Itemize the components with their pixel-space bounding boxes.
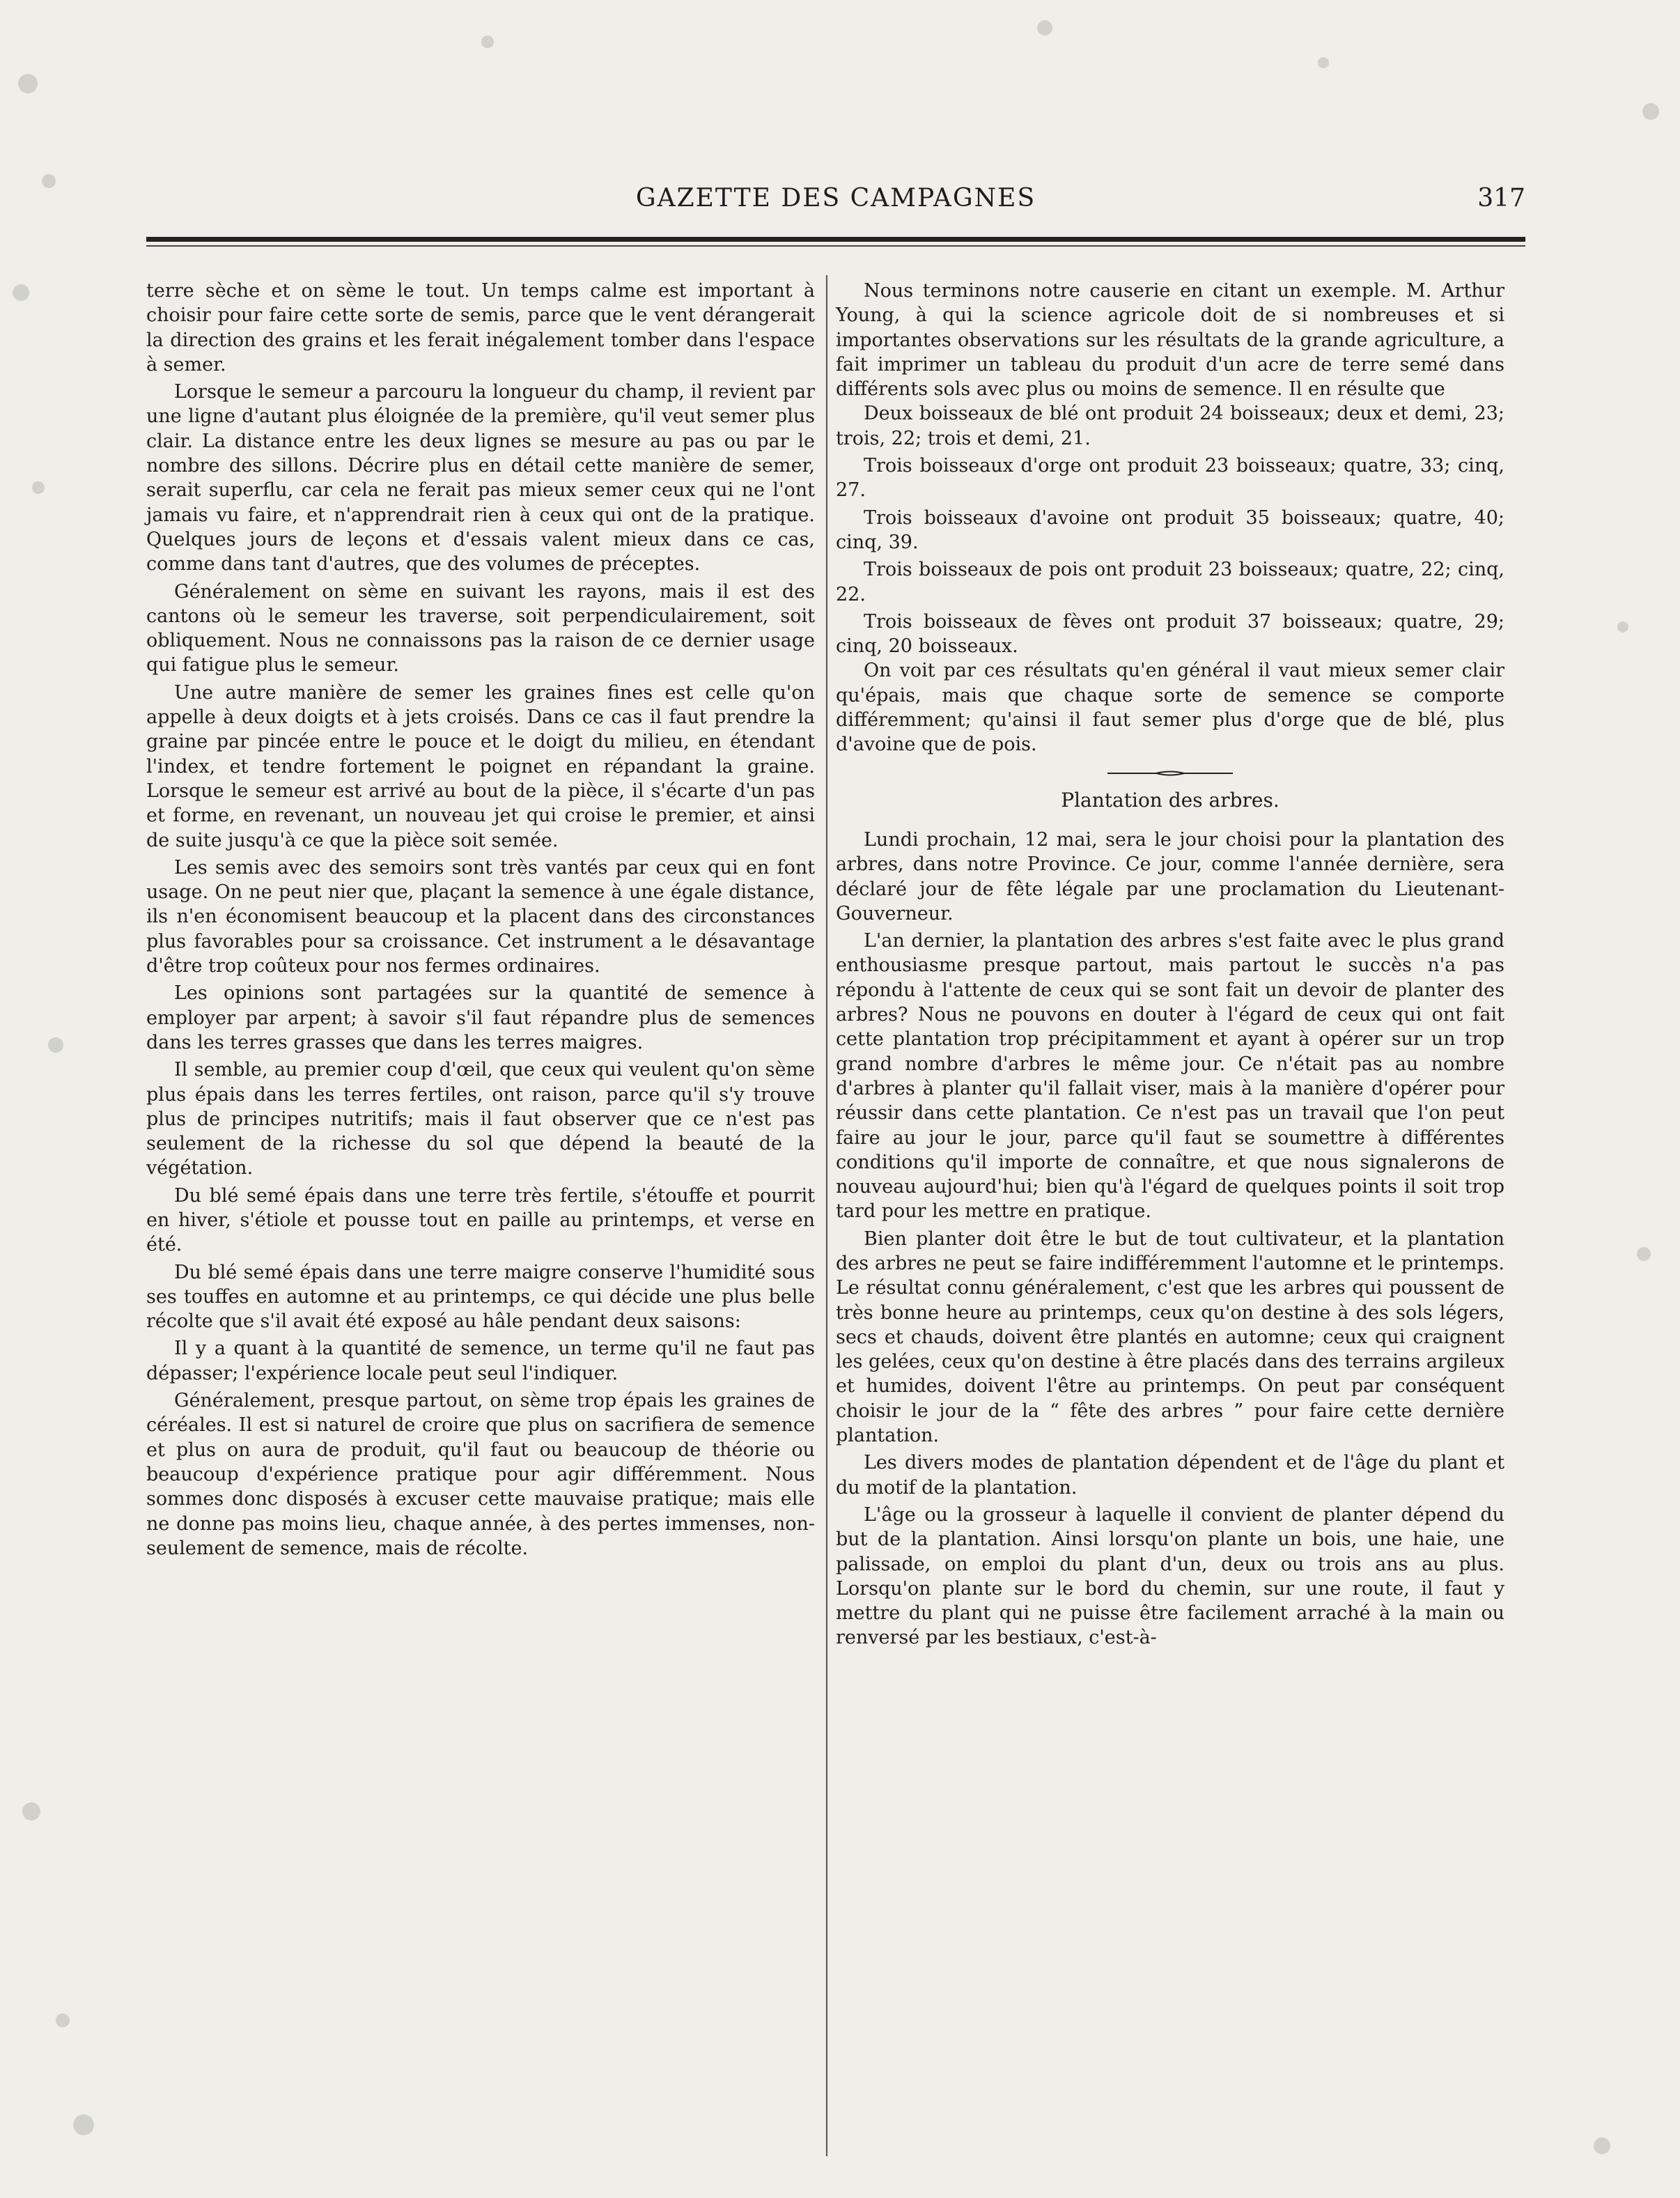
column-divider (826, 275, 827, 2156)
article-paragraph: Les opinions sont partagées sur la quantité de semence à employer par arpent; à savoir s'il faut répandre plus de semences dans les terres grasses que dans les terres maigres. (146, 982, 815, 1053)
section-title: Plantation des arbres. (1061, 788, 1280, 812)
article-paragraph: terre sèche et on sème le tout. Un temps calme est important à choisir pour faire cette sorte de semis, parce que le vent dérangerait la direction des grains et les ferait inégalement tomber dans l'espace à semer. (146, 280, 815, 376)
article-conclusion: On voit par ces résultats qu'en général il vaut mieux semer clair qu'épais, mais que chaque sorte de semence se comporte différemment; qu'ainsi il faut semer plus d'orge que de blé, plus d'avoine que de pois. (836, 660, 1504, 756)
article-paragraph: Lorsque le semeur a parcouru la longueur du champ, il revient par une ligne d'autant plus éloignée de la première, qu'il veut semer plus clair. La distance entre les deux lignes se mesure au pas ou par le nombre des sillons. Décrire plus en détail cette manière de semer, serait superflu, car cela ne ferait pas mieux semer ceux qui ne l'ont jamais vu faire, et n'apprendrait rien à ceux qui ont de la pratique. Quelques jours de leçons et d'essais valent mieux dans ce cas, comme dans tant d'autres, que des volumes de préceptes. (146, 381, 815, 575)
section-paragraph: L'âge ou la grosseur à laquelle il convient de planter dépend du but de la plantation. Ainsi lorsqu'on plante un bois, une haie, une palissade, on emploi du plant d'un, deux ou trois ans au plus. Lorsqu'on plante sur le bord du chemin, sur une route, il faut y mettre du plant qui ne puisse être facilement arraché à la main ou renversé par les bestiaux, c'est-à- (836, 1503, 1504, 1649)
section-paragraph: Lundi prochain, 12 mai, sera le jour choisi pour la plantation des arbres, dans notre Province. Ce jour, comme l'année dernière, sera déclaré jour de fête légale par une proclamation du Lieutenant-Gouverneur. (836, 828, 1504, 924)
statistic-line: Trois boisseaux d'avoine ont produit 35 boisseaux; quatre, 40; cinq, 39. (836, 506, 1504, 553)
article-paragraph: Du blé semé épais dans une terre maigre conserve l'humidité sous ses touffes en automne et au printemps, ce qui décide une plus belle récolte que s'il avait été exposé au hâle pendant deux saisons: (146, 1261, 815, 1333)
page-header (146, 180, 1525, 222)
section-paragraph: Bien planter doit être le but de tout cultivateur, et la plantation des arbres ne peut se faire indifféremment l'automne et le printemps. Le résultat connu généralement, c'est que les arbres qui poussent de très bonne heure au printemps, ceux qu'on destine à des sols légers, secs et chauds, doivent être plantés en automne; ceux qui craignent les gelées, ceux qu'on destine à être placés dans des terrains argileux et humides, doivent l'être au printemps. On peut par conséquent choisir le jour de la “ fête des arbres ” pour faire cette dernière plantation. (836, 1228, 1504, 1447)
header-rule-thin (146, 245, 1525, 247)
right-column (836, 279, 1504, 1650)
section-paragraph: L'an dernier, la plantation des arbres s'est faite avec le plus grand enthousiasme presque partout, mais partout le succès n'a pas répondu à l'attente de ceux qui se sont fait un devoir de planter des arbres? Nous ne pouvons en douter à l'égard de ceux qui ont fait cette plantation trop précipitamment et ayant à opérer sur un trop grand nombre d'arbres le même jour. Ce n'était pas au nombre d'arbres à planter qu'il fallait viser, mais à la manière d'opérer pour réussir dans cette plantation. Ce n'est pas un travail que l'on peut faire au jour le jour, parce qu'il faut se soumettre à différentes conditions qu'il importe de connaître, et que nous signalerons de nouveau aujourd'hui; bien qu'à l'égard de quelques points il soit trop tard pour les mettre en pratique. (836, 930, 1504, 1223)
article-paragraph: Généralement, presque partout, on sème trop épais les graines de céréales. Il est si naturel de croire que plus on sacrifiera de semence et plus on aura de produit, qu'il faut ou beaucoup de théorie ou beaucoup d'expérience pratique pour agir différemment. Nous sommes donc disposés à excuser cette mauvaise pratique; mais elle ne donne pas moins lieu, chaque année, à des pertes immenses, non-seulement de semence, mais de récolte. (146, 1390, 815, 1559)
yield-statistics (836, 401, 1504, 658)
statistic-line: Trois boisseaux de fèves ont produit 37 boisseaux; quatre, 29; cinq, 20 boisseaux. (836, 610, 1504, 658)
statistic-line: Trois boisseaux de pois ont produit 23 boisseaux; quatre, 22; cinq, 22. (836, 559, 1504, 605)
section-paragraph: Les divers modes de plantation dépendent et de l'âge du plant et du motif de la plantation. (836, 1452, 1504, 1499)
article-paragraph: Il semble, au premier coup d'œil, que ceux qui veulent qu'on sème plus épais dans les terres fertiles, ont raison, parce qu'il s'y trouve plus de principes nutritifs; mais il faut observer que ce n'est pas seulement de la richesse du sol que dépend la beauté de la végétation. (146, 1059, 815, 1179)
article-paragraph: Une autre manière de semer les graines fines est celle qu'on appelle à deux doigts et à jets croisés. Dans ce cas il faut prendre la graine par pincée entre le pouce et le doigt du milieu, en étendant l'index, et tendre fortement le poignet en répandant la graine. Lorsque le semeur est arrivé au bout de la pièce, il s'écarte d'un pas et forme, en revenant, un nouveau jet qui croise le premier, et ainsi de suite jusqu'à ce que la pièce soit semée. (146, 681, 815, 851)
article-paragraph: Les semis avec des semoirs sont très vantés par ceux qui en font usage. On ne peut nier que, plaçant la semence à une égale distance, ils n'en économisent beaucoup et la placent dans des circonstances plus favorables pour sa croissance. Cet instrument a le désavantage d'être trop coûteux pour nos fermes ordinaires. (146, 856, 815, 977)
page-number: 317 (1477, 184, 1525, 212)
statistic-line: Trois boisseaux d'orge ont produit 23 boisseaux; quatre, 33; cinq, 27. (836, 455, 1504, 502)
publication-title: GAZETTE DES CAMPAGNES (635, 184, 1036, 212)
header-rule (146, 237, 1525, 242)
article-paragraph: Généralement on sème en suivant les rayons, mais il est des cantons où le semeur les traverse, soit perpendiculairement, soit obliquement. Nous ne connaissons pas la raison de ce dernier usage qui fatigue plus le semeur. (146, 580, 815, 676)
article-paragraph: Il y a quant à la quantité de semence, un terme qu'il ne faut pas dépasser; l'expérience locale peut seul l'indiquer. (146, 1338, 815, 1384)
left-column (146, 279, 815, 1561)
statistic-line: Deux boisseaux de blé ont produit 24 boisseaux; deux et demi, 23; trois, 22; trois et demi, 21. (836, 403, 1504, 449)
section-ornament (1107, 770, 1233, 777)
article-paragraph: Du blé semé épais dans une terre très fertile, s'étouffe et pourrit en hiver, s'étiole et pousse tout en paille au printemps, et verse en été. (146, 1184, 815, 1256)
article-intro: Nous terminons notre causerie en citant un exemple. M. Arthur Young, à qui la science agricole doit de si nombreuses et si importantes observations sur les résultats de la grande agriculture, a fait imprimer un tableau du produit d'un acre de terre semé dans différents sols avec plus ou moins de semence. Il en résulte que (836, 280, 1504, 401)
